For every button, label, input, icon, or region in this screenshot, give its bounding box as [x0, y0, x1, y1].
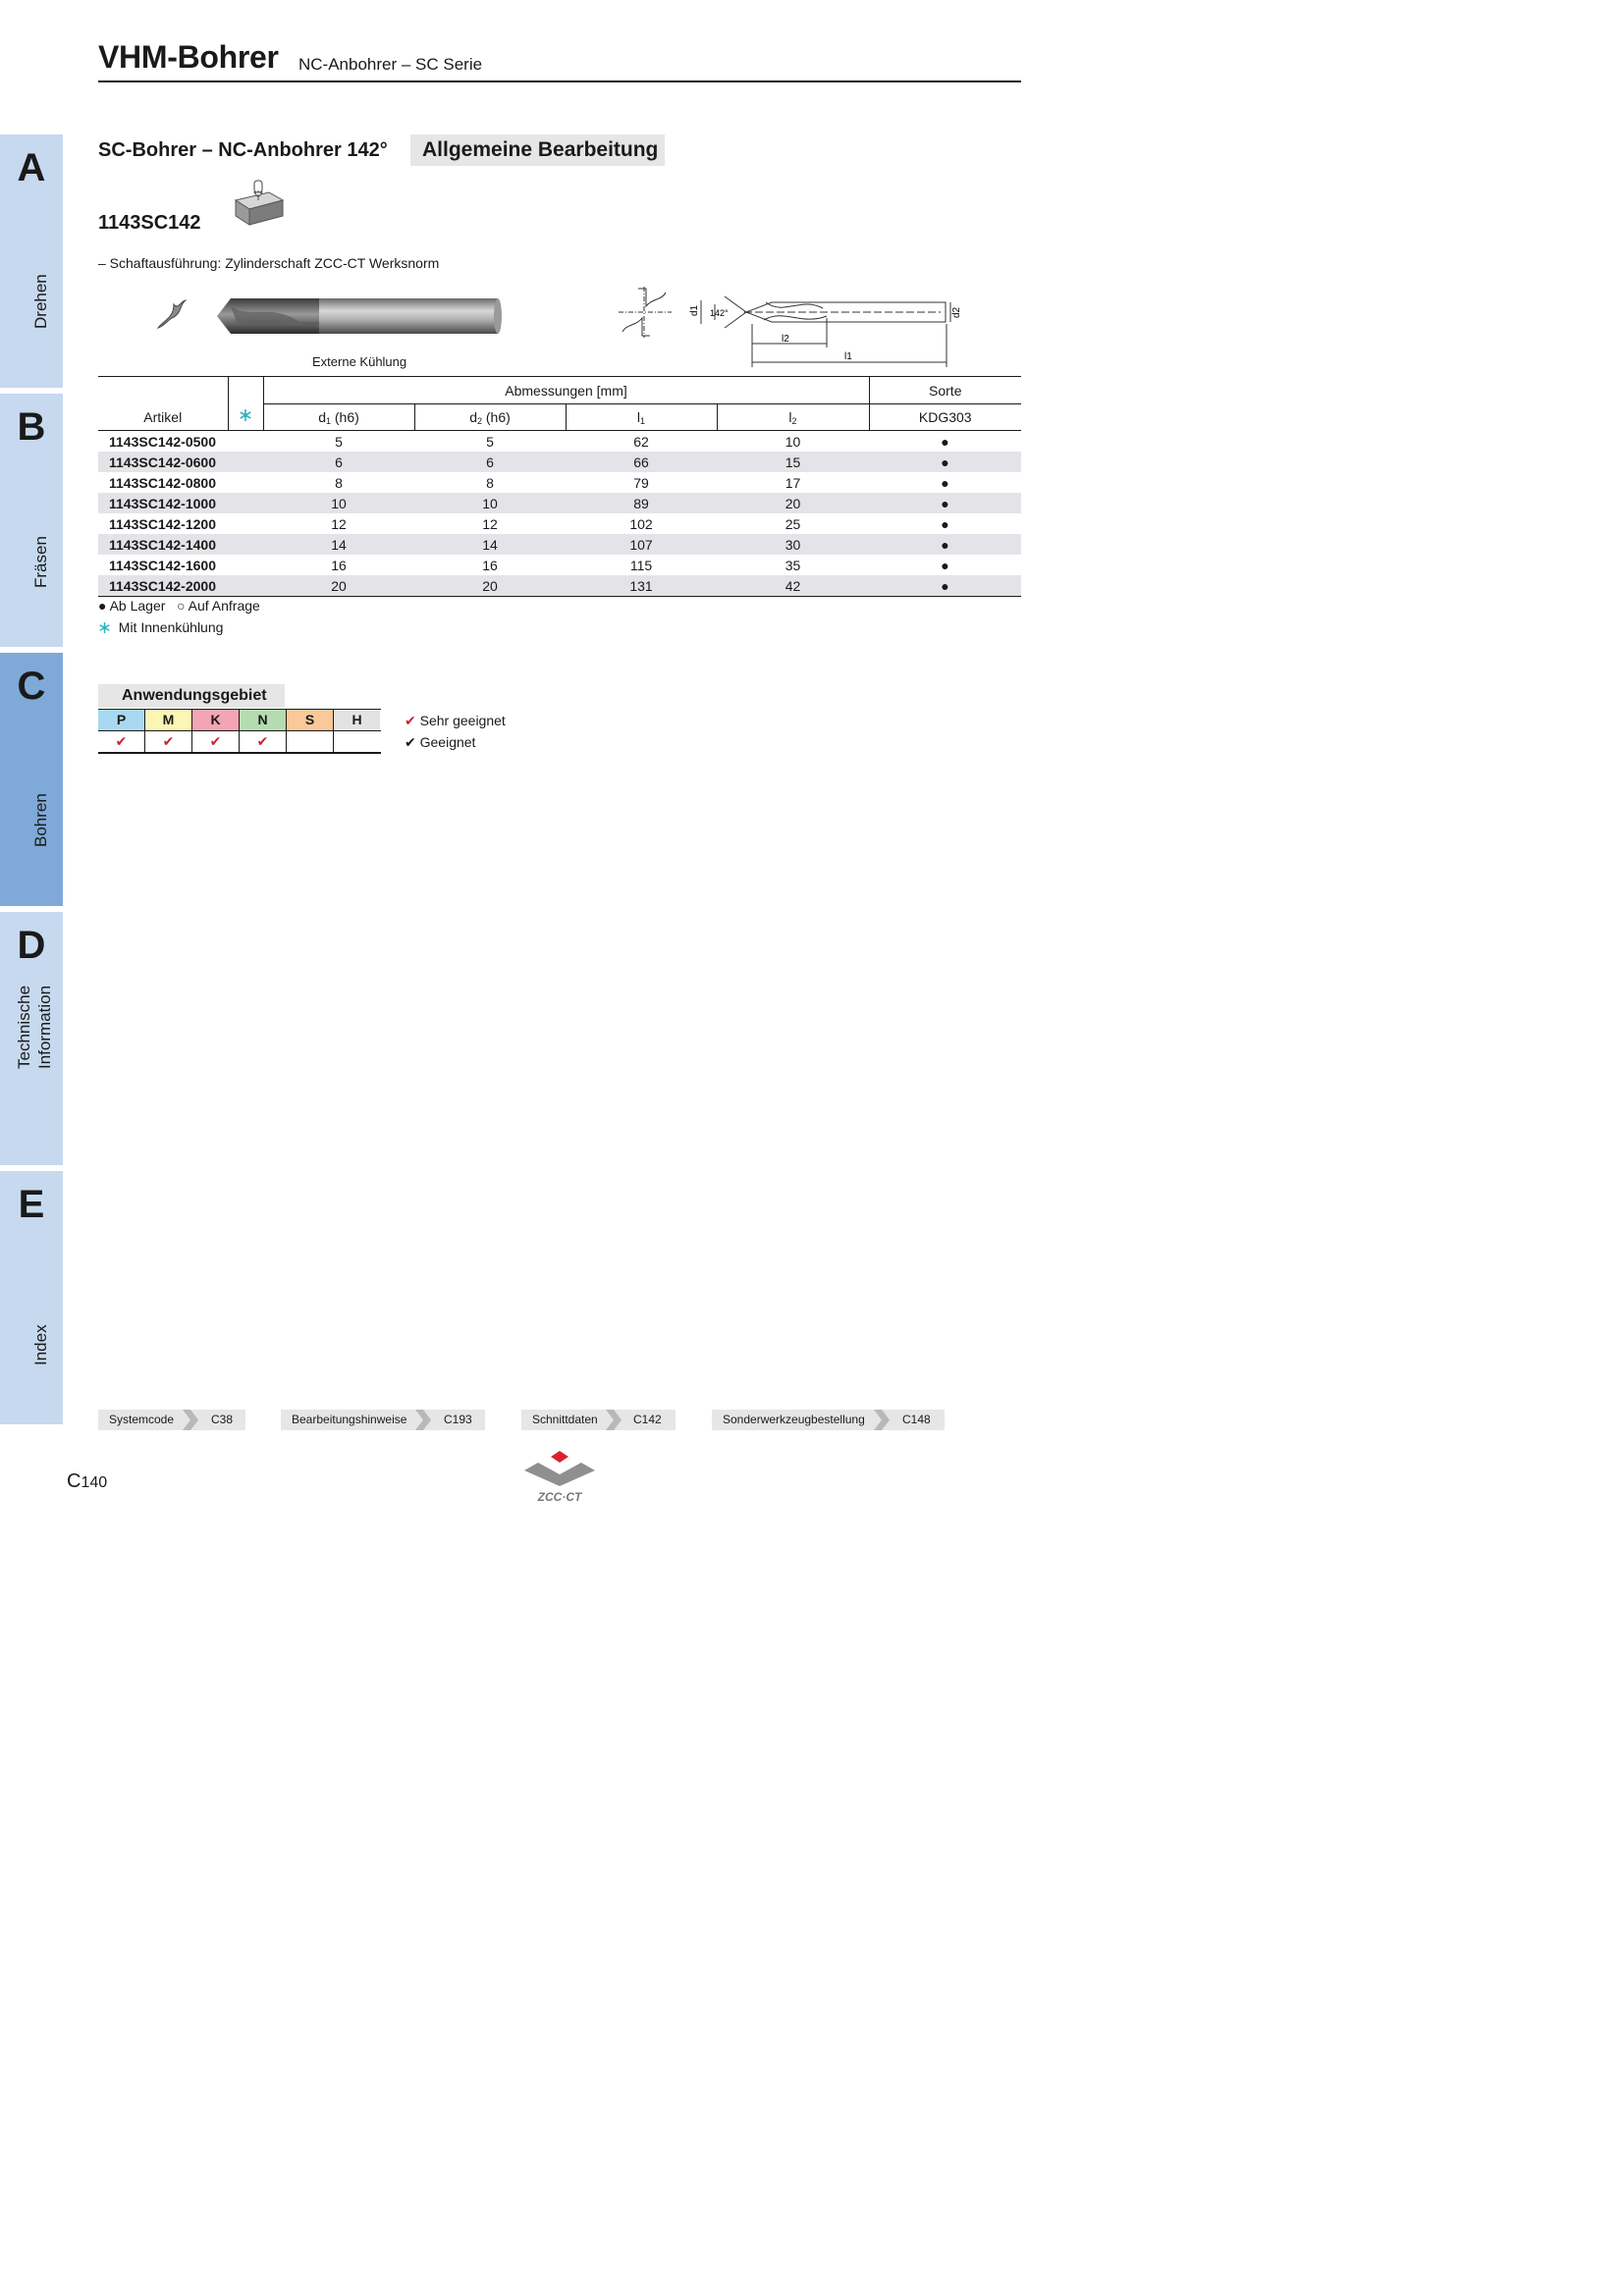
- cell-coolant: [228, 452, 263, 472]
- material-group-k: K: [192, 710, 239, 730]
- cell-d1: 14: [263, 534, 414, 555]
- coolant-legend: [98, 619, 223, 635]
- cell-d2: 12: [482, 515, 498, 532]
- cell-coolant: [228, 534, 263, 555]
- cell-coolant: [228, 431, 263, 453]
- col-header-sorte: Sorte: [869, 377, 1021, 404]
- cell-coolant: [228, 555, 263, 575]
- material-group-m: M: [145, 710, 191, 730]
- divider: [98, 730, 381, 731]
- table-row: [98, 431, 1021, 453]
- nav-page: C38: [211, 1413, 234, 1426]
- stock-legend: [98, 598, 260, 614]
- cell-l1: 66: [566, 452, 717, 472]
- shaft-note: – Schaftausführung: Zylinderschaft ZCC-CT Werksnorm: [98, 255, 440, 271]
- legend-innenkuehlung: Mit Innenkühlung: [118, 619, 224, 635]
- cell-l2: 35: [784, 557, 801, 573]
- cell-l2: 15: [717, 452, 869, 472]
- table-row: [98, 472, 1021, 493]
- cell-artikel: 1143SC142-0800: [109, 474, 216, 491]
- divider: [98, 752, 381, 754]
- cell-d2: 5: [486, 433, 494, 450]
- key-suitable: ✔ Geeignet: [405, 734, 476, 750]
- cell-artikel: 1143SC142-1600: [109, 557, 216, 573]
- cell-d1: 6: [263, 452, 414, 472]
- cell-d2: 6: [414, 452, 566, 472]
- drawing-label-l1: l1: [844, 351, 852, 362]
- chevron-right-icon: [415, 1410, 433, 1430]
- col-header-d2: $d_2$ (h6): [414, 404, 566, 431]
- coolant-icon: [98, 621, 111, 634]
- cell-stock: ●: [941, 433, 949, 450]
- cell-stock: ●: [941, 515, 949, 532]
- cell-l2: 25: [784, 515, 801, 532]
- material-group-p: P: [98, 710, 144, 730]
- nav-page: C148: [902, 1413, 931, 1426]
- application-title: Anwendungsgebiet: [122, 687, 267, 704]
- tab-letter: B: [17, 405, 46, 449]
- col-header-grade: KDG303: [869, 404, 1021, 431]
- table-row: [98, 555, 1021, 575]
- nav-label: Systemcode: [109, 1413, 175, 1426]
- col-header-artikel: Artikel: [98, 377, 228, 431]
- tab-letter: A: [17, 146, 46, 189]
- cell-artikel: 1143SC142-1000: [98, 493, 228, 513]
- cell-coolant: [228, 513, 263, 534]
- tab-label: Technische Information: [15, 985, 54, 1069]
- cell-stock: ●: [869, 575, 1021, 597]
- cell-l2: 10: [784, 433, 801, 450]
- side-tab-b[interactable]: [0, 394, 63, 647]
- cell-d2: 10: [414, 493, 566, 513]
- cell-d1: 12: [331, 515, 347, 532]
- cell-d2: 14: [414, 534, 566, 555]
- cell-d1: 8: [335, 474, 343, 491]
- logo-text: ZCC·CT: [537, 1490, 582, 1504]
- suitability-check: [334, 730, 380, 752]
- suitability-check: ✔: [256, 733, 269, 749]
- col-header-dims: Abmessungen [mm]: [263, 377, 869, 404]
- table-row: [98, 452, 1021, 472]
- category-box: [410, 134, 665, 166]
- cell-artikel: 1143SC142-1200: [109, 515, 216, 532]
- cell-l1: 79: [633, 474, 649, 491]
- legend-ab-lager: ● Ab Lager: [98, 598, 166, 614]
- side-tab-c[interactable]: [0, 653, 63, 906]
- cell-l2: 30: [717, 534, 869, 555]
- nav-schnittdaten[interactable]: [521, 1410, 676, 1430]
- side-tab-a[interactable]: [0, 134, 63, 388]
- nav-page: C193: [444, 1413, 472, 1426]
- coolant-header-icon: [228, 377, 263, 431]
- cell-artikel: 1143SC142-1400: [98, 534, 228, 555]
- cell-l2: 17: [784, 474, 801, 491]
- cell-stock: ●: [869, 534, 1021, 555]
- chevron-right-icon: [606, 1410, 623, 1430]
- drawing-label-angle: 142°: [710, 308, 729, 318]
- cell-l1: 115: [629, 557, 653, 573]
- tab-letter: E: [18, 1183, 45, 1226]
- cell-stock: ●: [941, 557, 949, 573]
- side-tab-d[interactable]: [0, 912, 63, 1165]
- tab-label: Index: [31, 1324, 50, 1365]
- cell-l1: 89: [566, 493, 717, 513]
- cell-coolant: [228, 472, 263, 493]
- cell-stock: ●: [869, 452, 1021, 472]
- suitability-check: [287, 730, 333, 752]
- dimensions-table: [98, 376, 1021, 597]
- material-group-s: S: [287, 710, 333, 730]
- zcc-ct-logo: [520, 1447, 599, 1506]
- spot-drilling-icon: [232, 179, 287, 232]
- cell-d1: 5: [335, 433, 343, 450]
- cell-d1: 20: [263, 575, 414, 597]
- drawing-label-d2: d2: [951, 306, 962, 318]
- key-very-suitable: ✔ Sehr geeignet: [405, 713, 506, 728]
- tab-label: Drehen: [31, 274, 50, 329]
- nav-label: Bearbeitungshinweise: [292, 1413, 407, 1426]
- cell-d1: 10: [263, 493, 414, 513]
- drawing-label-l2: l2: [782, 334, 789, 345]
- product-code: 1143SC142: [98, 212, 201, 234]
- col-header-d1: $d_1$ (h6): [263, 404, 414, 431]
- tab-label: Fräsen: [31, 536, 50, 588]
- cell-d2: 16: [482, 557, 498, 573]
- category-label: Allgemeine Bearbeitung: [422, 138, 659, 161]
- page-number: C140: [67, 1470, 108, 1492]
- chevron-right-icon: [874, 1410, 892, 1430]
- table-row: [98, 575, 1021, 597]
- tab-label: Bohren: [31, 793, 50, 847]
- page-title: VHM-Bohrer: [98, 39, 279, 75]
- legend-auf-anfrage: ○ Auf Anfrage: [177, 598, 260, 614]
- cell-l1: 131: [566, 575, 717, 597]
- table-row: [98, 493, 1021, 513]
- nav-label: Schnittdaten: [532, 1413, 598, 1426]
- cooling-caption: Externe Kühlung: [312, 354, 407, 369]
- cell-coolant: [228, 575, 263, 597]
- tab-letter: C: [17, 665, 46, 708]
- suitability-check: ✔: [162, 733, 175, 749]
- suitability-check: ✔: [209, 733, 222, 749]
- suitability-check: ✔: [115, 733, 128, 749]
- material-group-n: N: [240, 710, 286, 730]
- nav-label: Sonderwerkzeugbestellung: [723, 1413, 865, 1426]
- cell-artikel: 1143SC142-2000: [98, 575, 228, 597]
- side-tab-e[interactable]: [0, 1171, 63, 1424]
- col-header-l1: $l_1$: [566, 404, 717, 431]
- cell-d2: 20: [414, 575, 566, 597]
- table-row: [98, 513, 1021, 534]
- check-black-icon: ✔: [405, 734, 416, 750]
- cell-l2: 42: [717, 575, 869, 597]
- nav-systemcode[interactable]: [98, 1410, 245, 1430]
- cell-l1: 102: [629, 515, 653, 532]
- chevron-right-icon: [183, 1410, 200, 1430]
- check-red-icon: ✔: [405, 713, 416, 728]
- technical-drawing: [617, 283, 970, 367]
- table-row: [98, 534, 1021, 555]
- cell-l1: 107: [566, 534, 717, 555]
- cell-coolant: [228, 493, 263, 513]
- drawing-label-d1: d1: [689, 304, 700, 316]
- nav-bearbeitungshinweise[interactable]: [281, 1410, 485, 1430]
- cell-l2: 20: [717, 493, 869, 513]
- nav-page: C142: [633, 1413, 662, 1426]
- cell-d2: 8: [486, 474, 494, 491]
- tab-letter: D: [17, 924, 46, 967]
- cell-l1: 62: [633, 433, 649, 450]
- cell-stock: ●: [941, 474, 949, 491]
- section-title: SC-Bohrer – NC-Anbohrer 142°: [98, 139, 388, 161]
- cell-artikel: 1143SC142-0500: [109, 433, 216, 450]
- header-rule: [98, 80, 1021, 82]
- material-group-h: H: [334, 710, 380, 730]
- col-header-l2: $l_2$: [717, 404, 869, 431]
- drill-photo: [152, 293, 506, 340]
- application-header: [98, 684, 285, 708]
- nav-sonderwerkzeugbestellung[interactable]: [712, 1410, 945, 1430]
- cell-artikel: 1143SC142-0600: [98, 452, 228, 472]
- cell-d1: 16: [331, 557, 347, 573]
- page-subtitle: NC-Anbohrer – SC Serie: [298, 55, 483, 74]
- cell-stock: ●: [869, 493, 1021, 513]
